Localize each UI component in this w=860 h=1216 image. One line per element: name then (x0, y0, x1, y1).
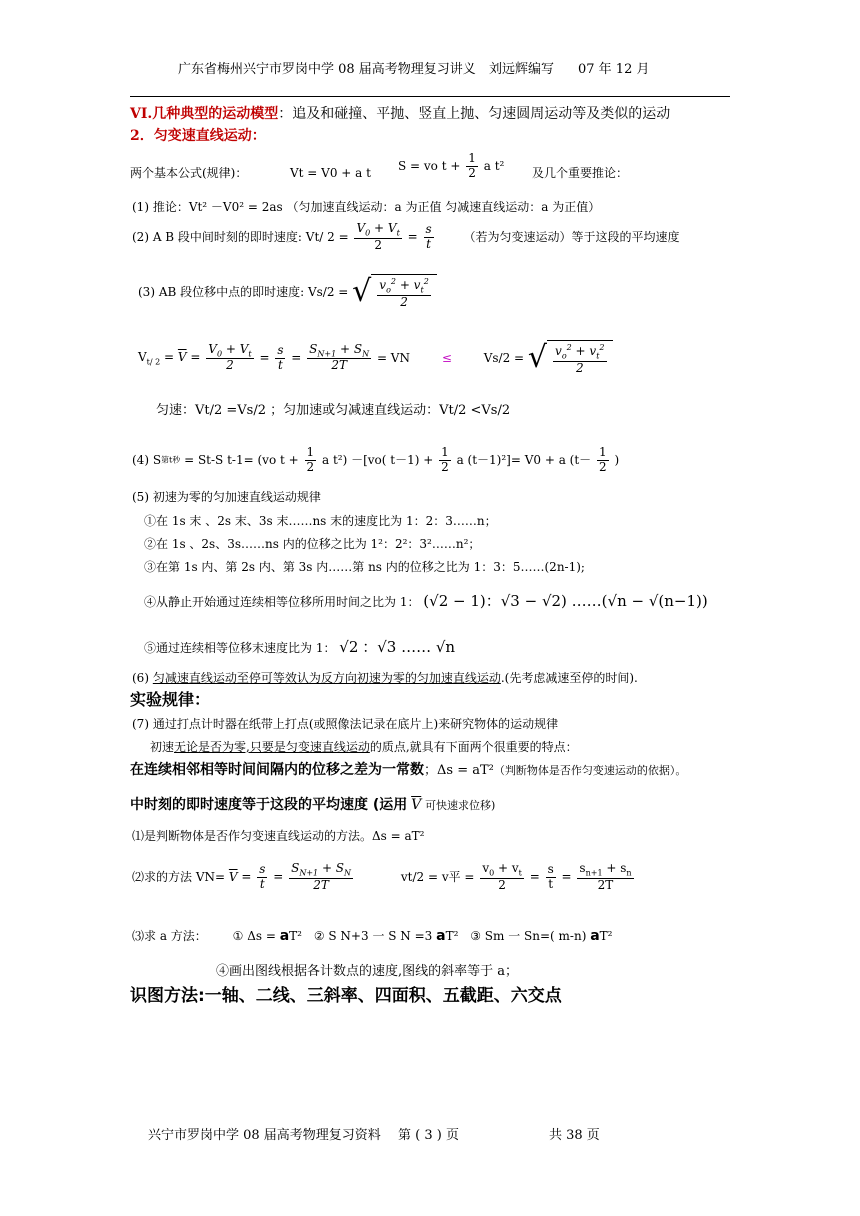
le-sign: ≤ (441, 350, 452, 365)
formula-intro: 两个基本公式(规律)： (130, 166, 248, 180)
formula-compare: $V_{t/ 2} = \overline{V}$ = $\frac{V_0 + V_t}{2}$ = $\frac{s}{t}$ = $\frac{S_{N+1} + S_N}{2T}$ = VN ≤ Vs/2 = √ $\frac{v_o^2 + v_t^2}{2}$ (138, 340, 613, 376)
footer-total: 共 38 页 (549, 1128, 600, 1143)
header-rule (130, 96, 730, 97)
formula-vt: Vt = V0 + a t (290, 166, 371, 180)
rule-6: (6) 匀减速直线运动至停可等效认为反方向初速为零的匀加速直线运动.(先考虑减速至停的时间). (132, 671, 638, 685)
experiment-bold2: 中时刻的即时速度等于这段的平均速度 (运用 $\overline{V}$ 可快速求位移) (130, 797, 496, 813)
uniform-note: 匀速：Vt/2 =Vs/2 ；匀加速或匀减速直线运动：Vt/2 <Vs/2 (156, 403, 511, 418)
header-author: 刘远辉编写 (489, 62, 555, 77)
method-1: ⑴是判断物体是否作匀变速直线运动的方法。Δs = aT² (132, 829, 425, 843)
rule-4: ④从静止开始通过连续相等位移所用时间之比为 1： (√2 − 1)：√3 − √2) ……(√n − √(n−1)) (144, 592, 708, 610)
formula-2: (2) A B 段中间时刻的即时速度: Vt/ 2 = $\frac{V_0 + V_t}{2}$ = $\frac{s}{t}$ （若为匀变速运动）等于这段的平均速度 (132, 221, 680, 252)
footer-left: 兴宁市罗岗中学 08 届高考物理复习资料 (148, 1128, 381, 1143)
section-title: VI.几种典型的运动模型 (130, 106, 279, 122)
rule-5: ⑤通过连续相等位移末速度比为 1： √2 ：√3 …… √n (144, 638, 456, 656)
formula-1: (1) 推论：Vt² －V0² = 2as （匀加速直线运动：a 为正值 匀减速直线运动：a 为正值） (132, 200, 601, 214)
formula-3: (3) AB 段位移中点的即时速度: Vs/2 = √ $\frac{v_o^2 + v_t^2}{2}$ (138, 274, 437, 310)
method-4: ④画出图线根据各计数点的速度,图线的斜率等于 a； (216, 964, 519, 979)
formula-s: S = vo t + $\frac{1}{2}$ a t² (398, 151, 505, 180)
formula-4: (4) S第t秒 = St-S t-1= (vo t + $\frac{1}{2}$ a t²) －[vo( t－1) + $\frac{1}{2}$ a (t－1)²]= V0 + a (t－ $\frac{1}{2}$ ) (132, 445, 620, 474)
section-title-rest: ：追及和碰撞、平抛、竖直上抛、匀速圆周运动等及类似的运动 (278, 106, 671, 122)
rules-heading: (5) 初速为零的匀加速直线运动规律 (132, 490, 321, 504)
experiment-bold1: 在连续相邻相等时间间隔内的位移之差为一常数；Δs = aT²（判断物体是否作匀变速运动的依据）。 (130, 762, 687, 778)
method-3: ⑶求 a 方法： ① Δs = aT² ② S N+3 一 S N =3 aT² ③ Sm 一 Sn=( m-n) aT² (132, 928, 613, 944)
section-title-line (130, 106, 670, 123)
rule-1: ①在 1s 末 、2s 末、3s 末……ns 末的速度比为 1：2：3……n； (144, 514, 497, 528)
section-sub: 2．匀变速直线运动： (130, 128, 266, 144)
header-date: 07 年 12 月 (578, 62, 650, 77)
footer-page: 第 ( 3 ) 页 (398, 1128, 459, 1143)
rule-2: ②在 1s 、2s、3s……ns 内的位移之比为 1²：2²：3²……n²； (144, 537, 481, 551)
method-2: ⑵求的方法 $VN= \overline{V}$ = $\frac{s}{t}$ = $\frac{S_{N+1} + S_N}{2T}$ vt/2 = v平 = $\frac{v_0 + v_t}{2}$ = $\frac{s}{t}$ = $\frac{s_{n+1} + s_n}{2T}$ (132, 861, 632, 892)
experiment-p7b: 初速无论是否为零,只要是匀变速直线运动的质点,就具有下面两个很重要的特点： (150, 740, 578, 754)
rule-3: ③在第 1s 内、第 2s 内、第 3s 内……第 ns 内的位移之比为 1：3：5……(2n-1); (144, 560, 585, 574)
header-school: 广东省梅州兴宁市罗岗中学 08 届高考物理复习讲义 (178, 62, 476, 77)
experiment-p7: (7) 通过打点计时器在纸带上打点(或照像法记录在底片上)来研究物体的运动规律 (132, 717, 559, 731)
formula-tail: 及几个重要推论： (532, 166, 629, 180)
graph-method: 识图方法:一轴、二线、三斜率、四面积、五截距、六交点 (130, 986, 562, 1006)
experiment-title: 实验规律： (130, 690, 211, 709)
